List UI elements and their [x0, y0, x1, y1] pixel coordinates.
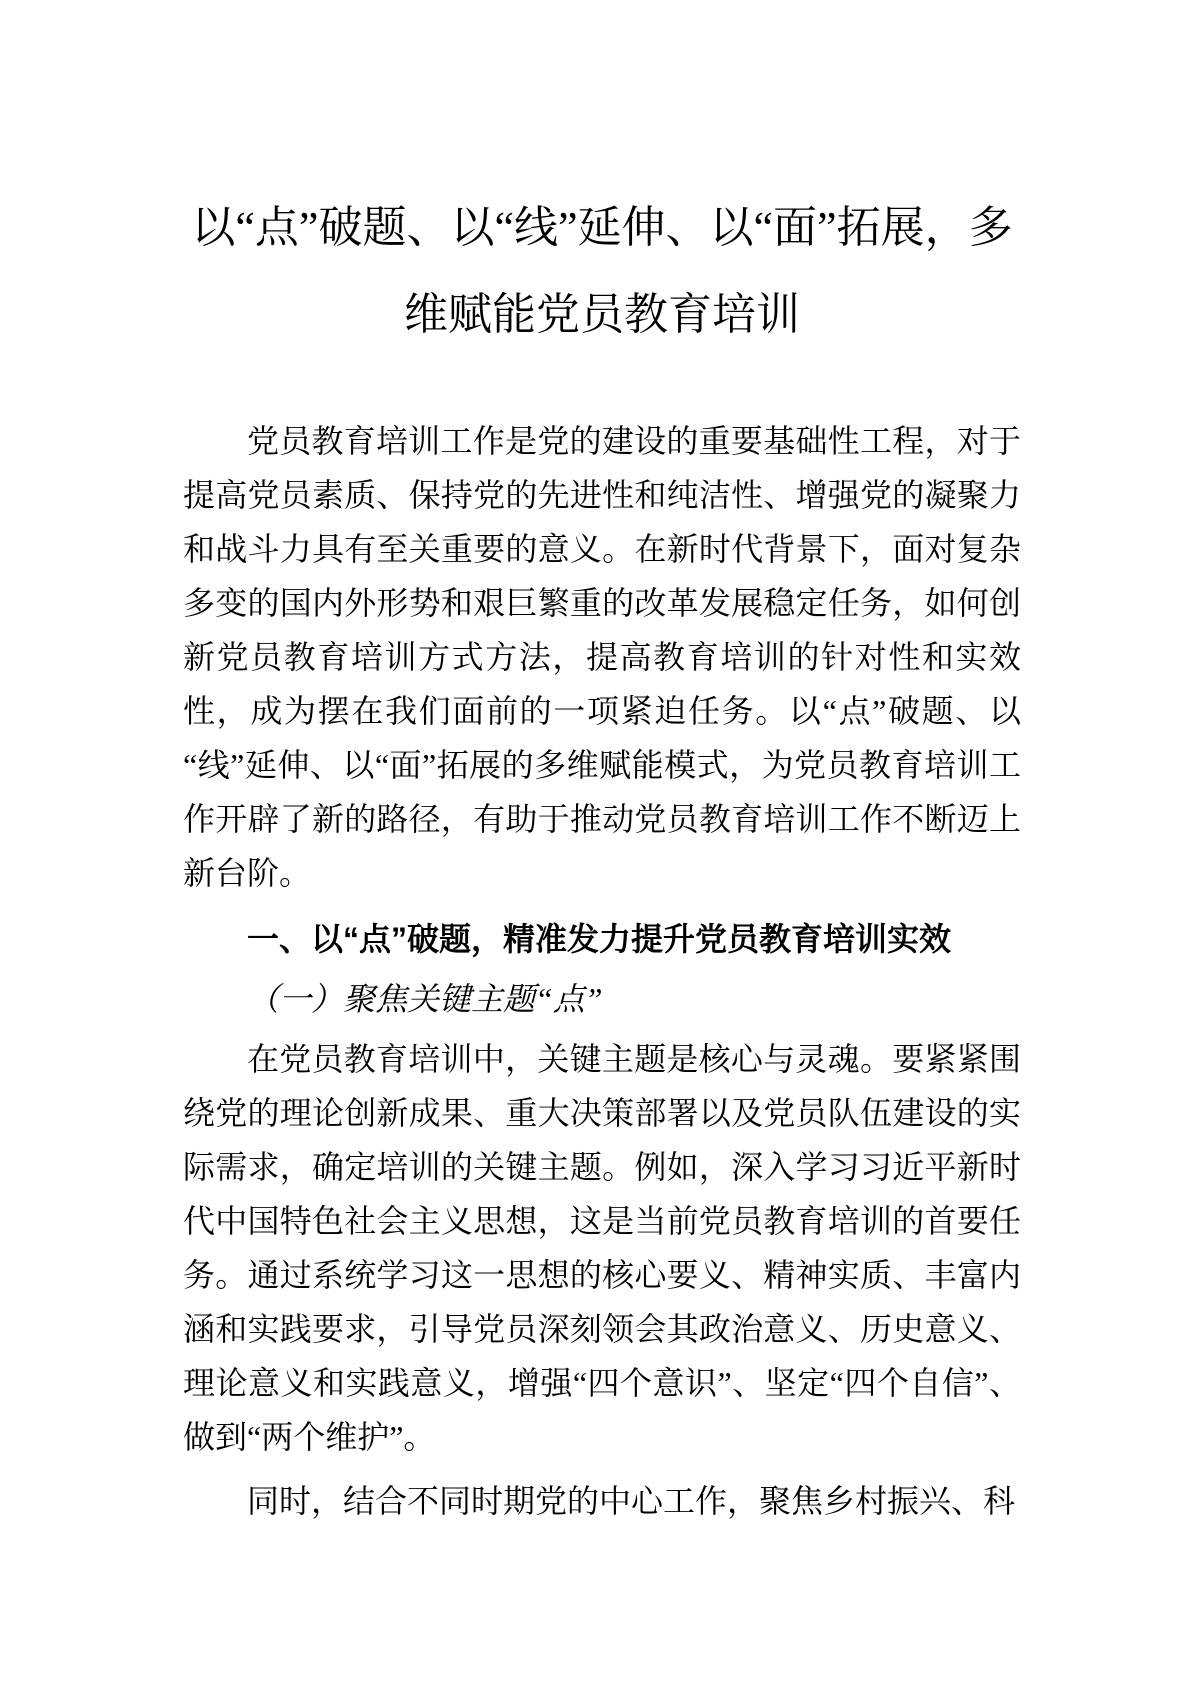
section-1-1-paragraph: 在党员教育培训中，关键主题是核心与灵魂。要紧紧围绕党的理论创新成果、重大决策部署以及党员队伍建设的实际需求，确定培训的关键主题。例如，深入学习习近平新时代中国特色社会主义思想，这是当前党员教育培训的首要任务。通过系统学习这一思想的核心要义、精神实质、丰富内涵和实践要求，引导党员深刻领会其政治意义、历史意义、理论意义和实践意义，增强“四个意识”、坚定“四个自信”、做到“两个维护”。 [183, 1041, 1021, 1455]
document-title: 以“点”破题、以“线”延伸、以“面”拓展，多维赋能党员教育培训 [191, 203, 1013, 339]
section-1-1-subheading: （一）聚焦关键主题“点” [247, 981, 603, 1017]
intro-paragraph: 党员教育培训工作是党的建设的重要基础性工程，对于提高党员素质、保持党的先进性和纯洁性、增强党的凝聚力和战斗力具有至关重要的意义。在新时代背景下，面对复杂多变的国内外形势和艰巨繁重的改革发展稳定任务，如何创新党员教育培训方式方法，提高教育培训的针对性和实效性，成为摆在我们面前的一项紧迫任务。以“点”破题、以“线”延伸、以“面”拓展的多维赋能模式，为党员教育培训工作开辟了新的路径，有助于推动党员教育培训工作不断迈上新台阶。 [183, 423, 1021, 891]
section-1-heading: 一、以“点”破题，精准发力提升党员教育培训实效 [247, 921, 952, 957]
document-content [183, 0, 1021, 1528]
section-1-1-paragraph-2-partial: 同时，结合不同时期党的中心工作，聚焦乡村振兴、科 [247, 1483, 1016, 1519]
